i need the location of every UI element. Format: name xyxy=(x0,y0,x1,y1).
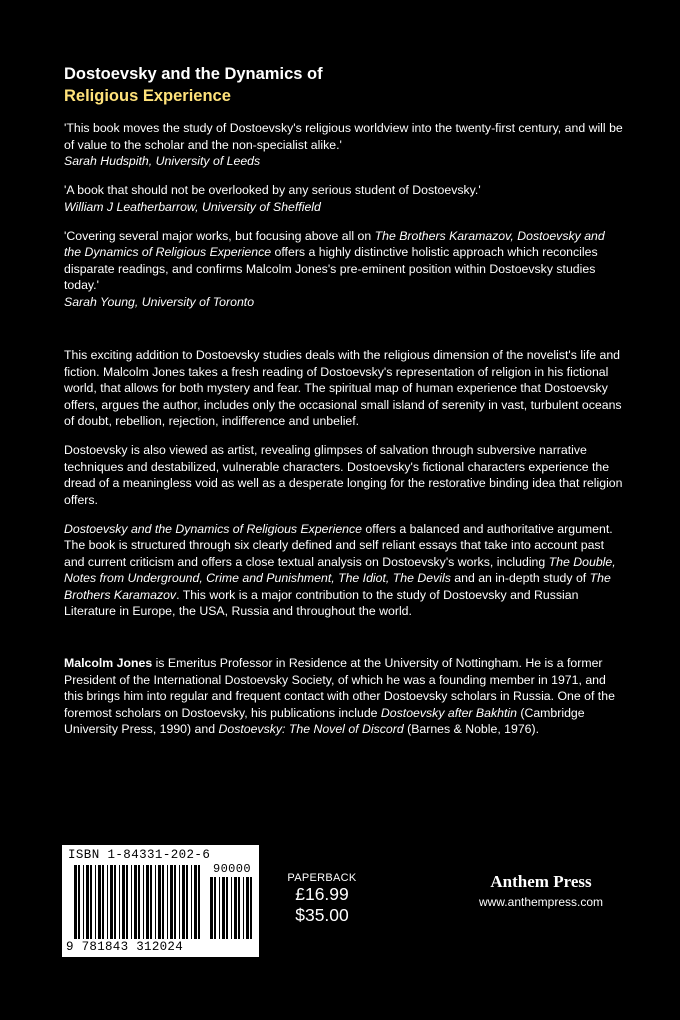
book-title xyxy=(64,63,624,107)
description-text: . This work is a major contribution to the study of Dostoevsky and Russian Literature in Europe, the USA, Russia and throughout the world. xyxy=(64,587,579,618)
description-text: offers a balanced and authoritative argument. The book is structured through six clearly defined and self reliant essays that take into account past and current criticism and offers a close textual analysis on Dostoevsky's works, including xyxy=(64,521,613,569)
ean-digits: 9 781843 312024 xyxy=(66,940,184,954)
blurb-quote: 'A book that should not be overlooked by any serious student of Dostoevsky.' xyxy=(64,183,481,197)
description-karamazov: The Brothers Karamazov xyxy=(64,571,611,602)
description xyxy=(64,347,624,632)
description-paragraph-3 xyxy=(64,521,624,620)
bio-book-1: Dostoevsky after Bakhtin xyxy=(380,705,517,720)
blurb-quote-titles: The Brothers Karamazov, Dostoevsky and the Dynamics of Religious Experience xyxy=(64,228,605,259)
publisher-url: www.anthempress.com xyxy=(478,895,604,909)
publisher xyxy=(466,872,616,909)
title-line-2: Religious Experience xyxy=(64,87,231,105)
price-block xyxy=(272,872,372,926)
publisher-name: Anthem Press xyxy=(490,872,592,891)
blurb-author: William J Leatherbarrow, University of Sheffield xyxy=(64,199,321,214)
blurb-quote: 'This book moves the study of Dostoevsky's religious worldview into the twenty-first century, and will be of value to the scholar and the non-specialist alike.' xyxy=(64,121,623,152)
description-works: The Double, Notes from Underground, Crime and Punishment, The Idiot, The Devils xyxy=(64,554,616,585)
bio-text: (Barnes & Noble, 1976). xyxy=(403,722,540,736)
description-paragraph-1: This exciting addition to Dostoevsky studies deals with the religious dimension of the novelist's life and fiction. Malcolm Jones takes a fresh reading of Dostoevsky's representation of religion in his fictional world, that allows for both mystery and fear. The spiritual map of human experience that Dostoevsky offers, argues the author, includes only the occasional small island of serenity in vast, turbulent oceans of doubt, rebellion, rejection, indifference and unbelief. xyxy=(64,348,622,428)
bio-text: (Cambridge University Press, 1990) and xyxy=(64,705,585,736)
bio-book-2: Dostoevsky: The Novel of Discord xyxy=(218,722,404,736)
description-paragraph-2: Dostoevsky is also viewed as artist, revealing glimpses of salvation through subversive narrative techniques and destabilized, vulnerable characters. Dostoevsky's fictional characters experience the dread of a meaningless void as well as a desperate longing for the restorative binding idea that religion offers. xyxy=(64,443,623,507)
blurb-quote: offers a highly distinctive holistic approach which reconciles disparate readings, and confirms Malcolm Jones's pre-eminent position within Dostoevsky studies today.' xyxy=(64,245,598,292)
bio-paragraph xyxy=(64,655,624,738)
blurb-author: Sarah Hudspith, University of Leeds xyxy=(64,154,261,168)
title-line-1: Dostoevsky and the Dynamics of xyxy=(64,65,323,83)
author-bio xyxy=(64,655,624,750)
price-label: PAPERBACK xyxy=(287,872,357,884)
blurb-3 xyxy=(64,228,624,311)
isbn-number: ISBN 1-84331-202-6 xyxy=(68,848,211,862)
blurb-1 xyxy=(64,120,624,170)
bio-author-name: Malcolm Jones xyxy=(64,656,153,670)
price-usd: $35.00 xyxy=(295,905,349,925)
bio-text: is Emeritus Professor in Residence at the University of Nottingham. He is a former President of the International Dostoevsky Society, of which he was a founding member in 1971, and this brings him into regular and frequent contact with other Dostoevsky scholars in Russia. One of the foremost scholars on Dostoevsky, his publications include xyxy=(64,656,615,720)
barcode xyxy=(62,845,259,957)
blurbs xyxy=(64,120,624,323)
price-gbp: £16.99 xyxy=(295,884,349,904)
blurb-author: Sarah Young, University of Toronto xyxy=(64,294,255,309)
description-book-title: Dostoevsky and the Dynamics of Religious Experience xyxy=(64,521,363,536)
blurb-quote: 'Covering several major works, but focusing above all on xyxy=(64,228,375,243)
blurb-2 xyxy=(64,182,624,215)
description-text: and an in-depth study of xyxy=(450,571,590,585)
barcode-addon-code: 90000 xyxy=(212,862,251,876)
